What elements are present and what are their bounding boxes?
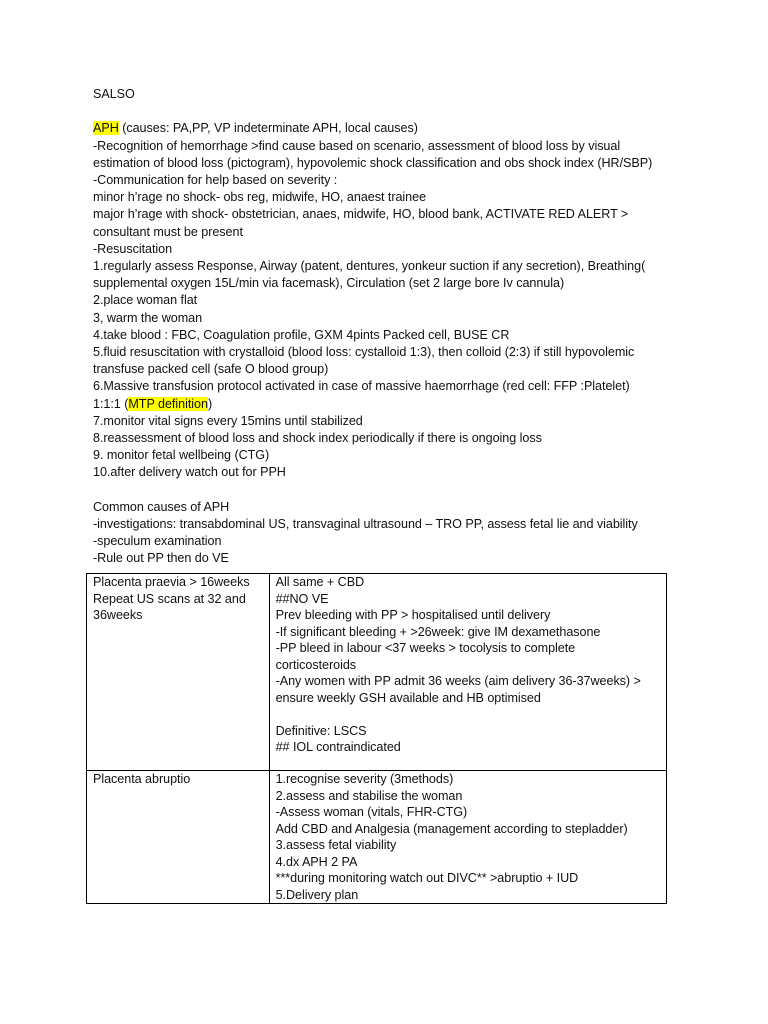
cell-line [276,706,660,723]
mtp-line [93,396,693,413]
text-line: 7.monitor vital signs every 15mins until stabilized [93,413,363,428]
causes-table [86,573,667,904]
aph-heading-rest: (causes: PA,PP, VP indeterminate APH, local causes) [118,121,418,136]
table-cell-management [269,771,666,904]
table-cell-cause [87,771,270,904]
table-cell-management [269,574,666,771]
common-causes-heading: Common causes of APH [93,499,230,514]
cell-line: 5.Delivery plan [275,887,359,902]
text-line: consultant must be present [93,224,243,239]
text-line: supplemental oxygen 15L/min via facemask), Circulation (set 2 large bore Iv cannula) [93,276,565,291]
text-line: -Resuscitation [93,241,173,256]
text-line: 3, warm the woman [93,310,203,325]
cell-line: Repeat US scans at 32 and [93,591,246,606]
text-line: -Recognition of hemorrhage >find cause based on scenario, assessment of blood loss by visual [93,138,621,153]
cell-line: -If significant bleeding + >26week: give IM dexamethasone [275,624,601,639]
cell-line: ***during monitoring watch out DIVC** >abruptio + IUD [275,871,579,885]
cell-line: Prev bleeding with PP > hospitalised until delivery [275,608,551,622]
cell-line: -Assess woman (vitals, FHR-CTG) [275,805,468,819]
text-line: -Rule out PP then do VE [93,551,229,566]
cell-line: Placenta praevia > 16weeks [93,575,250,589]
spacer [93,103,693,120]
text-line: 6.Massive transfusion protocol activated in case of massive haemorrhage (red cell: FFP :Platelet) [93,379,630,394]
cell-line: corticosteroids [275,657,357,672]
cell-line: ensure weekly GSH available and HB optimised [275,690,541,705]
document-title: SALSO [93,87,135,101]
document-page [93,86,693,568]
cell-line: -PP bleed in labour <37 weeks > tocolysis to complete [275,641,576,655]
text-line: major h’rage with shock- obstetrician, anaes, midwife, HO, blood bank, ACTIVATE RED ALERT > [93,207,629,222]
table-row [87,574,667,771]
cell-line: -Any women with PP admit 36 weeks (aim delivery 36-37weeks) > [275,674,641,688]
table-row [87,771,667,904]
text-line: 1.regularly assess Response, Airway (patent, dentures, yonkeur suction if any secretion), Breathing( [93,259,646,274]
mtp-before: 1:1:1 ( [93,396,129,411]
cell-line: ## IOL contraindicated [275,740,401,754]
mtp-after: ) [207,396,213,411]
text-line: -Communication for help based on severity : [93,173,338,187]
cell-line: 36weeks [93,608,143,622]
cell-line: Definitive: LSCS [275,723,367,738]
text-line: 5.fluid resuscitation with crystalloid (blood loss: cystalloid 1:3), then colloid (2:3) if still hypovolemic [93,345,635,360]
mtp-highlight: MTP definition [128,396,208,411]
table-cell-cause [87,574,270,771]
cell-line: 4.dx APH 2 PA [275,854,358,869]
cell-line: Add CBD and Analgesia (management according to stepladder) [275,821,628,836]
cell-line: 3.assess fetal viability [275,838,397,852]
cell-line: All same + CBD [275,575,365,589]
text-line: transfuse packed cell (safe O blood group) [93,362,329,377]
text-line: estimation of blood loss (pictogram), hypovolemic shock classification and obs shock index (HR/SBP) [93,155,653,170]
cell-line: Placenta abruptio [93,772,191,786]
text-line: -investigations: transabdominal US, transvaginal ultrasound – TRO PP, assess fetal lie and viability [93,517,638,532]
text-line: -speculum examination [93,534,222,549]
aph-heading [93,120,693,137]
text-line: 9. monitor fetal wellbeing (CTG) [93,448,270,463]
text-line: 2.place woman flat [93,293,198,308]
text-line: minor h’rage no shock- obs reg, midwife, HO, anaest trainee [93,190,427,205]
cell-line: 2.assess and stabilise the woman [275,788,463,803]
aph-highlight: APH [93,121,119,136]
cell-line: ##NO VE [275,591,329,606]
cell-line: 1.recognise severity (3methods) [275,772,454,786]
spacer [93,482,693,499]
text-line: 8.reassessment of blood loss and shock index periodically if there is ongoing loss [93,431,542,446]
text-line: 10.after delivery watch out for PPH [93,465,286,480]
text-line: 4.take blood : FBC, Coagulation profile, GXM 4pints Packed cell, BUSE CR [93,327,510,342]
